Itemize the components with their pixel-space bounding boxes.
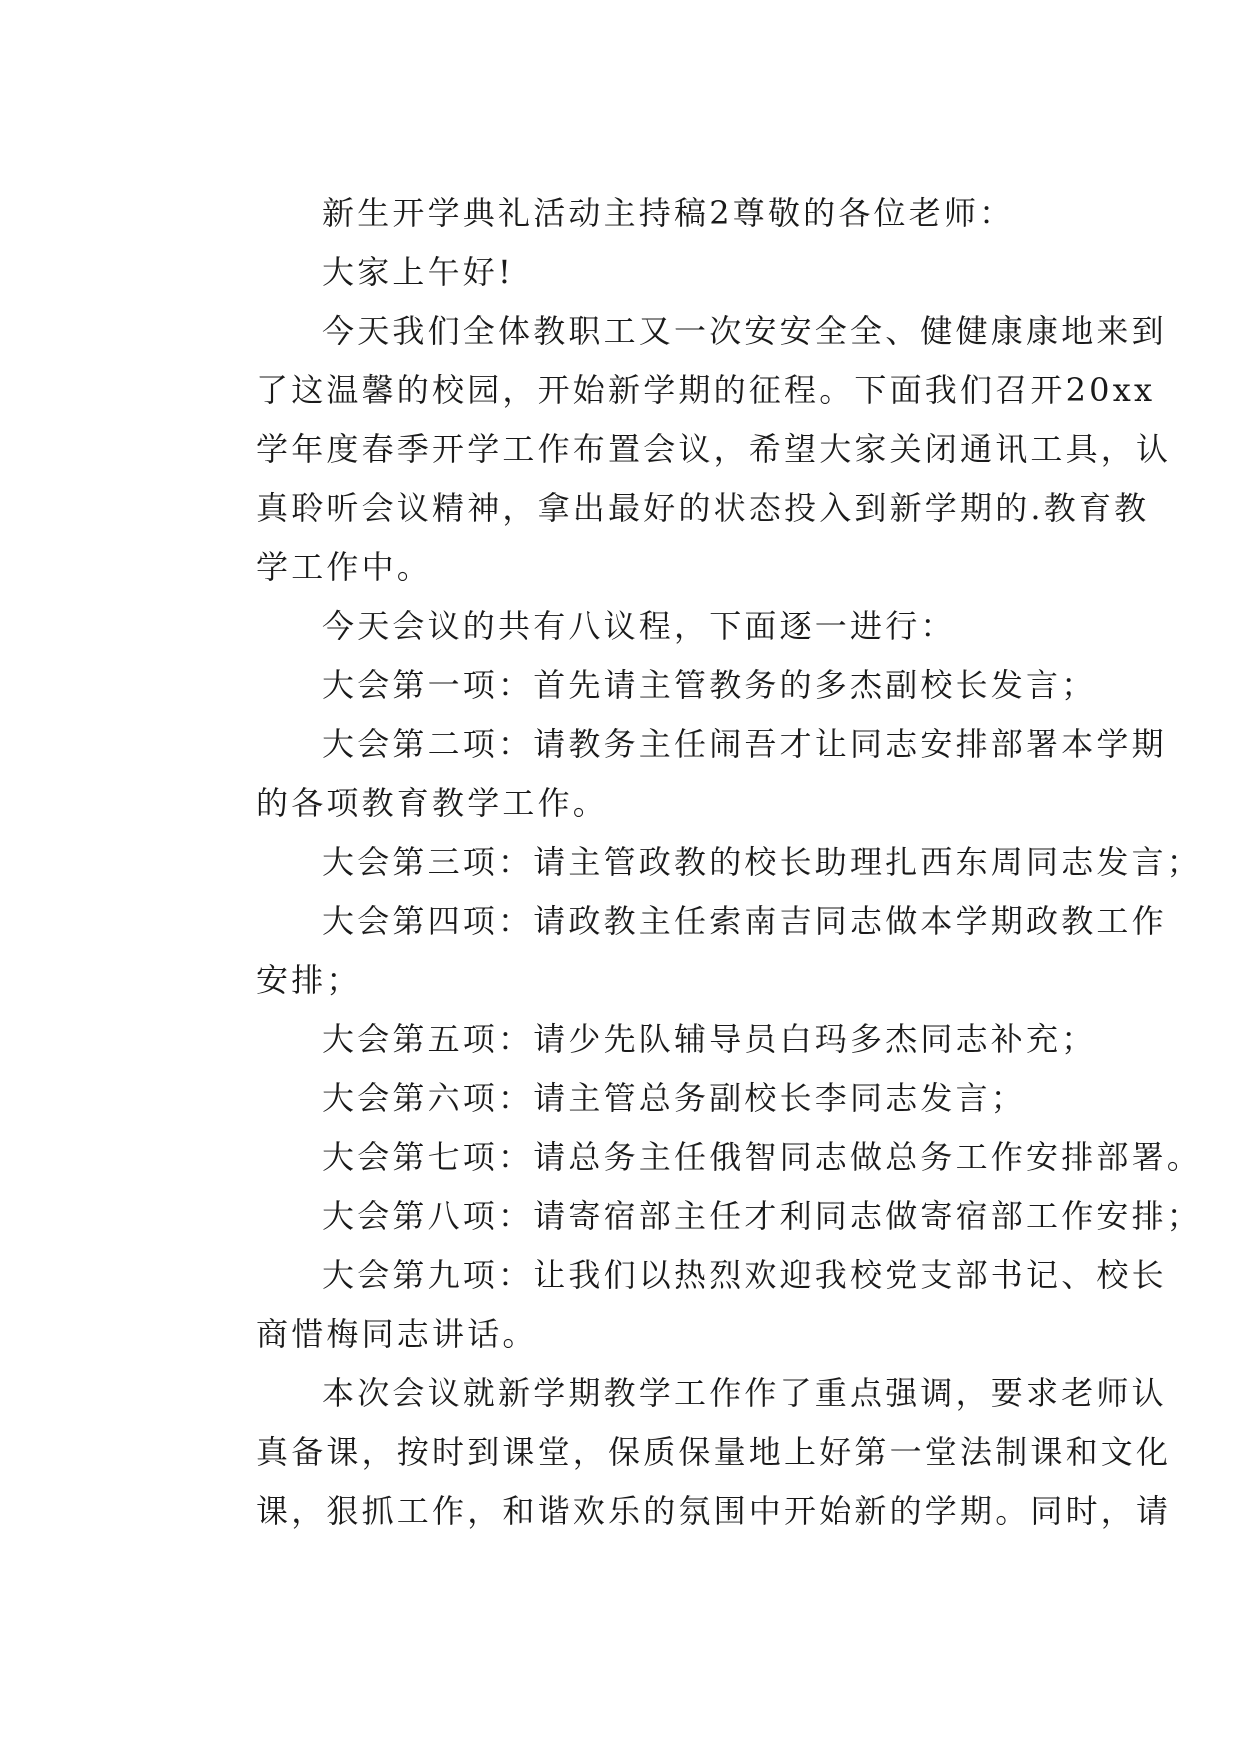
text-line: 课，狠抓工作，和谐欢乐的氛围中开始新的学期。同时，请 [256,1492,1172,1530]
text-line: 商惜梅同志讲话。 [256,1315,538,1353]
text-line: 安排； [256,961,362,999]
paragraph-item-6 [190,1069,1052,1128]
text-line: 大家上午好! [322,253,515,291]
paragraph-item-9 [190,1246,1167,1364]
paragraph-item-8 [190,1187,1203,1246]
text-line: 新生开学典礼活动主持稿2尊敬的各位老师： [322,194,1015,232]
paragraph-intro [190,302,1172,597]
paragraph-item-2 [190,715,1167,833]
text-line: 大会第六项：请主管总务副校长李同志发言； [322,1079,1027,1117]
paragraph-agenda-intro [190,597,1052,656]
text-line: 学年度春季开学工作布置会议，希望大家关闭通讯工具，认 [256,430,1172,468]
paragraph-summary [190,1364,1172,1541]
paragraph-item-4 [190,892,1167,1010]
text-line: 了这温馨的校园，开始新学期的征程。下面我们召开20xx [256,371,1156,409]
text-line: 的各项教育教学工作。 [256,784,609,822]
text-line: 本次会议就新学期教学工作作了重点强调，要求老师认 [322,1374,1167,1412]
paragraph-item-7 [190,1128,1203,1187]
text-line: 今天我们全体教职工又一次安安全全、健健康康地来到 [322,312,1167,350]
paragraph-item-1 [190,656,1097,715]
paragraph-item-5 [190,1010,1097,1069]
paragraph-title [190,184,1052,243]
text-line: 学工作中。 [256,548,433,586]
text-line: 今天会议的共有八议程，下面逐一进行： [322,607,956,645]
text-line: 真备课，按时到课堂，保质保量地上好第一堂法制课和文化 [256,1433,1172,1471]
paragraph-greeting [190,243,1052,302]
text-line: 大会第八项：请寄宿部主任才利同志做寄宿部工作安排； [322,1197,1203,1235]
text-line: 真聆听会议精神，拿出最好的状态投入到新学期的.教育教 [256,489,1150,527]
text-line: 大会第四项：请政教主任索南吉同志做本学期政教工作 [322,902,1167,940]
text-line: 大会第九项：让我们以热烈欢迎我校党支部书记、校长 [322,1256,1167,1294]
text-line: 大会第二项：请教务主任闹吾才让同志安排部署本学期 [322,725,1167,763]
text-line: 大会第三项：请主管政教的校长助理扎西东周同志发言； [322,843,1203,881]
document-body [190,184,1203,1541]
text-line: 大会第七项：请总务主任俄智同志做总务工作安排部署。 [322,1138,1203,1176]
text-line: 大会第一项：首先请主管教务的多杰副校长发言； [322,666,1097,704]
text-line: 大会第五项：请少先队辅导员白玛多杰同志补充； [322,1020,1097,1058]
paragraph-item-3 [190,833,1203,892]
